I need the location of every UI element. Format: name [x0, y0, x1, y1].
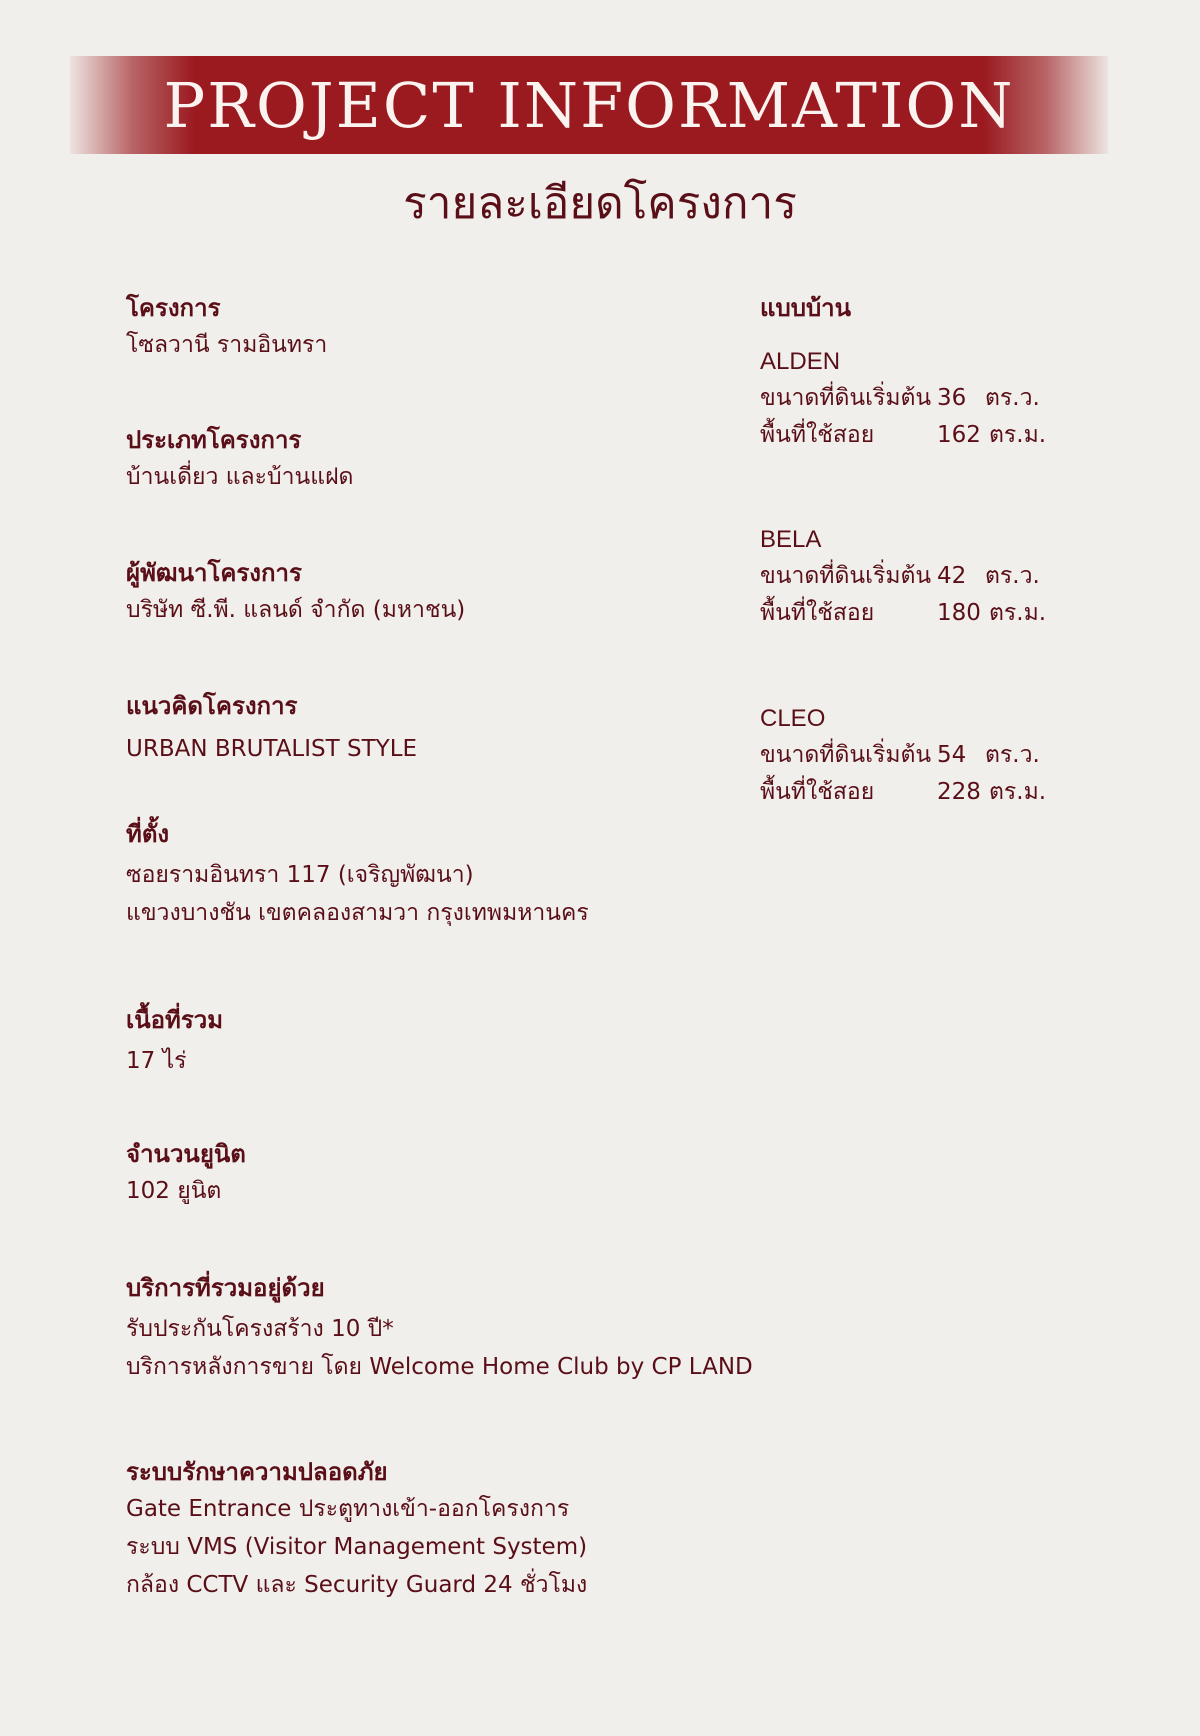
info-label: ที่ตั้ง: [126, 820, 170, 848]
info-value: URBAN BRUTALIST STYLE: [126, 736, 418, 762]
usable-area-label: พื้นที่ใช้สอย: [760, 422, 875, 448]
usable-area-unit: ตร.ม.: [989, 779, 1047, 805]
house-type-alden: [760, 344, 1100, 454]
house-types-section: [760, 290, 1100, 805]
land-size-value: 36: [937, 385, 967, 411]
usable-area-unit: ตร.ม.: [989, 422, 1047, 448]
info-value: บริการหลังการขาย โดย Welcome Home Club by CP LAND: [126, 1354, 753, 1380]
usable-area-value: 180: [937, 600, 981, 626]
page-title: PROJECT INFORMATION: [163, 68, 1015, 142]
info-value: กล้อง CCTV และ Security Guard 24 ชั่วโมง: [126, 1572, 588, 1598]
info-label: เนื้อที่รวม: [126, 1006, 224, 1034]
land-size-row: [760, 737, 1100, 774]
info-label: ผู้พัฒนาโครงการ: [126, 559, 302, 587]
info-unit-count: [126, 1136, 826, 1210]
info-label: จำนวนยูนิต: [126, 1140, 246, 1168]
usable-area-row: [760, 595, 1100, 632]
land-size-unit: ตร.ว.: [985, 385, 1040, 411]
info-value: แขวงบางชัน เขตคลองสามวา กรุงเทพมหานคร: [126, 900, 589, 926]
info-label: ระบบรักษาความปลอดภัย: [126, 1458, 388, 1486]
header-banner: [70, 56, 1108, 154]
land-size-label: ขนาดที่ดินเริ่มต้น: [760, 563, 932, 589]
house-type-name: BELA: [760, 526, 822, 553]
info-label: ประเภทโครงการ: [126, 426, 302, 454]
info-value: โซลวานี รามอินทรา: [126, 332, 328, 358]
house-types-label: แบบบ้าน: [760, 294, 852, 322]
info-services: [126, 1270, 826, 1386]
usable-area-unit: ตร.ม.: [989, 600, 1047, 626]
house-type-bela: [760, 522, 1100, 632]
land-size-row: [760, 380, 1100, 417]
land-size-unit: ตร.ว.: [985, 742, 1040, 768]
info-value: 17 ไร่: [126, 1048, 187, 1074]
info-security: [126, 1454, 826, 1604]
info-label: แนวคิดโครงการ: [126, 692, 298, 720]
land-size-unit: ตร.ว.: [985, 563, 1040, 589]
usable-area-row: [760, 774, 1100, 811]
usable-area-label: พื้นที่ใช้สอย: [760, 600, 875, 626]
info-value: 102 ยูนิต: [126, 1178, 222, 1204]
usable-area-label: พื้นที่ใช้สอย: [760, 779, 875, 805]
land-size-label: ขนาดที่ดินเริ่มต้น: [760, 385, 932, 411]
info-value: ซอยรามอินทรา 117 (เจริญพัฒนา): [126, 862, 474, 888]
usable-area-value: 228: [937, 779, 981, 805]
info-location: [126, 816, 826, 932]
land-size-label: ขนาดที่ดินเริ่มต้น: [760, 742, 932, 768]
house-type-name: ALDEN: [760, 348, 841, 375]
land-size-row: [760, 558, 1100, 595]
info-project-type: [126, 422, 826, 496]
info-value: รับประกันโครงสร้าง 10 ปี*: [126, 1316, 394, 1342]
page-subtitle: รายละเอียดโครงการ: [403, 178, 797, 229]
info-label: โครงการ: [126, 294, 221, 322]
land-size-value: 54: [937, 742, 967, 768]
usable-area-value: 162: [937, 422, 981, 448]
house-type-name: CLEO: [760, 705, 826, 732]
info-project-name: [126, 290, 826, 364]
info-value: บ้านเดี่ยว และบ้านแฝด: [126, 464, 354, 490]
info-concept: [126, 688, 826, 768]
info-label: บริการที่รวมอยู่ด้วย: [126, 1274, 325, 1302]
info-value: Gate Entrance ประตูทางเข้า-ออกโครงการ: [126, 1496, 570, 1522]
info-value: ระบบ VMS (Visitor Management System): [126, 1534, 588, 1560]
usable-area-row: [760, 417, 1100, 454]
land-size-value: 42: [937, 563, 967, 589]
info-value: บริษัท ซี.พี. แลนด์ จำกัด (มหาชน): [126, 597, 466, 623]
info-developer: [126, 555, 826, 629]
info-total-area: [126, 1002, 826, 1080]
house-type-cleo: [760, 701, 1100, 811]
